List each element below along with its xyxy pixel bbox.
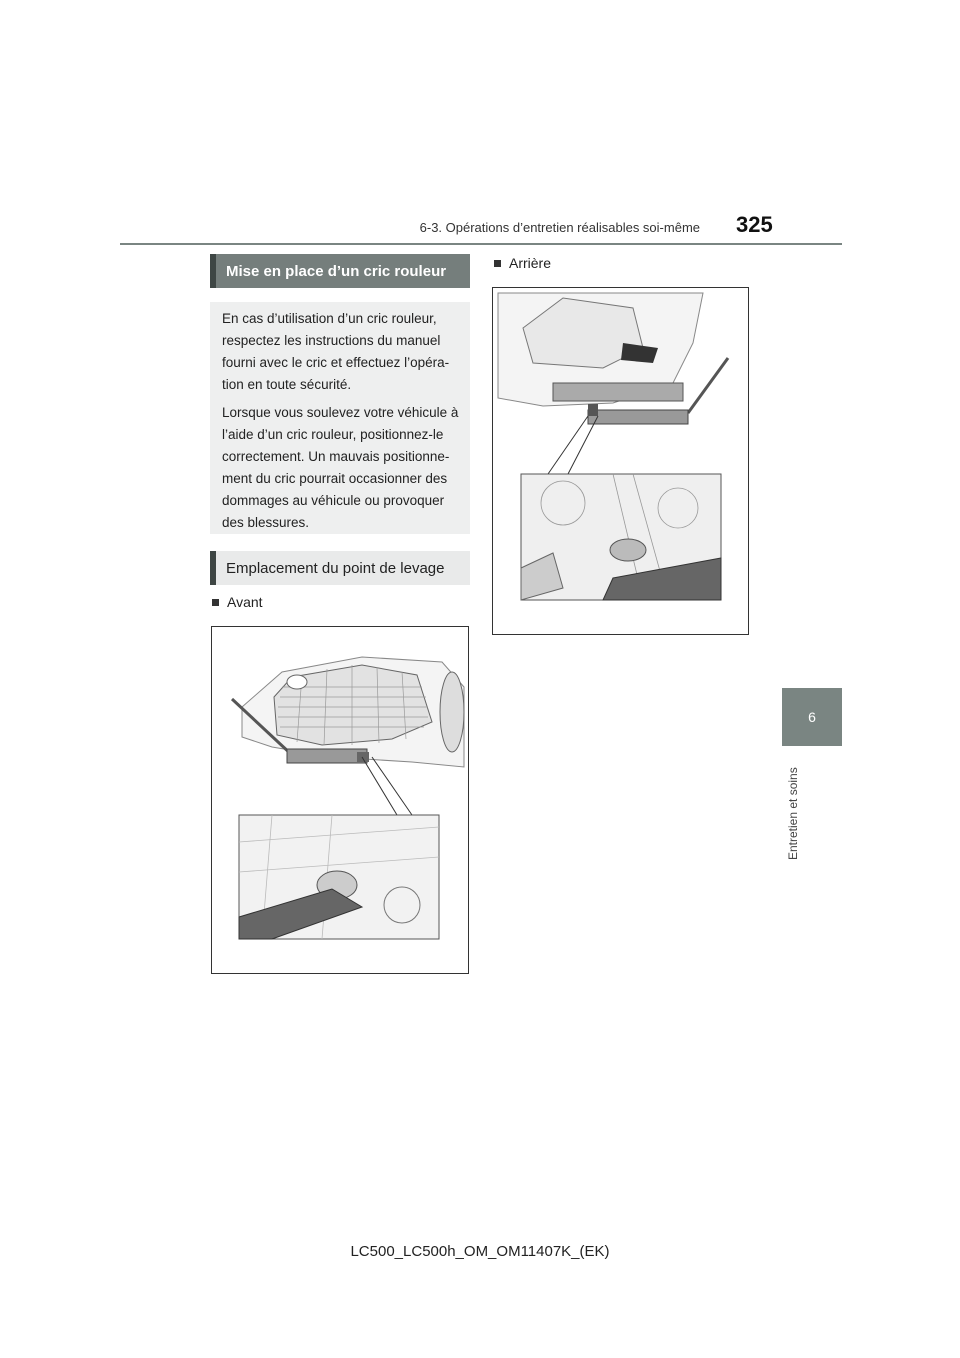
header-rule: [120, 243, 842, 245]
rear-label: Arrière: [494, 255, 551, 271]
bullet-square-icon: [494, 260, 501, 267]
info-paragraph: Lorsque vous soulevez votre véhicule à l’aide d’un cric rouleur, positionnez-le correctement. Un mauvais positionne-ment du cric pourrait occasionner des dommages au véhicule ou provoquer des blessures.: [222, 405, 459, 530]
front-car-illustration: [212, 627, 467, 972]
rear-car-illustration: [493, 288, 747, 633]
front-lift-point-figure: [211, 626, 469, 974]
chapter-side-label: Entretien et soins: [786, 767, 800, 860]
page-number: 325: [736, 212, 773, 237]
document-footer-code: LC500_LC500h_OM_OM11407K_(EK): [350, 1243, 610, 1260]
section-heading-floor-jack: Mise en place d’un cric rouleur: [210, 254, 470, 288]
info-paragraph: En cas d’utilisation d’un cric rouleur, respectez les instructions du manuel fourni avec le cric et effectuez l’opéra-tion en toute sécurité.: [222, 311, 450, 392]
chapter-tab: 6: [782, 688, 842, 746]
rear-lift-point-figure: [492, 287, 749, 635]
bullet-square-icon: [212, 599, 219, 606]
front-label: Avant: [212, 594, 263, 610]
floor-jack-info-box: [210, 302, 470, 534]
running-header-section: 6-3. Opérations d’entretien réalisables soi-même: [419, 220, 700, 235]
section-heading-lift-point: Emplacement du point de levage: [210, 551, 470, 585]
